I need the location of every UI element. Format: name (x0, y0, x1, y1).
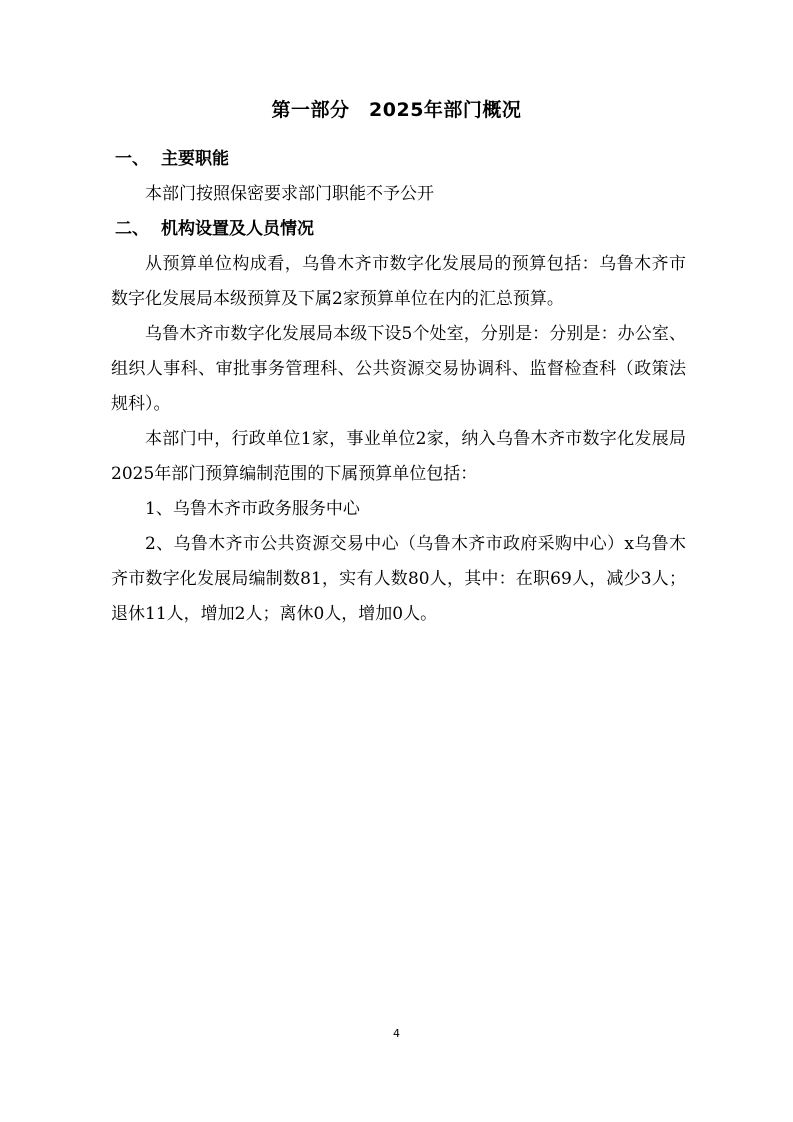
paragraph: 本部门中，行政单位1家，事业单位2家，纳入乌鲁木齐市数字化发展局2025年部门预算编制范围的下属预算单位包括： (111, 429, 686, 484)
list-item: 1、乌鲁木齐市政务服务中心 (145, 499, 360, 519)
page-title: 第一部分 2025年部门概况 (271, 99, 522, 121)
paragraph: 乌鲁木齐市数字化发展局本级下设5个处室，分别是：分别是：办公室、组织人事科、审批事务管理科、公共资源交易协调科、监督检查科（政策法规科）。 (111, 324, 686, 414)
section-heading-text: 机构设置及人员情况 (161, 219, 314, 239)
paragraph: 本部门按照保密要求部门职能不予公开 (145, 184, 434, 204)
section-number: 一、 (115, 149, 149, 169)
paragraph: 从预算单位构成看，乌鲁木齐市数字化发展局的预算包括：乌鲁木齐市数字化发展局本级预算及下属2家预算单位在内的汇总预算。 (111, 254, 686, 309)
section-heading-organization (111, 212, 686, 247)
page-number: 4 (393, 1027, 400, 1040)
document-body (111, 142, 686, 632)
section-number: 二、 (115, 219, 149, 239)
list-item: 2、乌鲁木齐市公共资源交易中心（乌鲁木齐市政府采购中心）x乌鲁木齐市数字化发展局编制数81，实有人数80人，其中：在职69人，减少3人；退休11人，增加2人；离休0人，增加0人。 (111, 534, 686, 624)
section-heading-text: 主要职能 (161, 149, 229, 169)
section-heading-functions (111, 142, 686, 177)
